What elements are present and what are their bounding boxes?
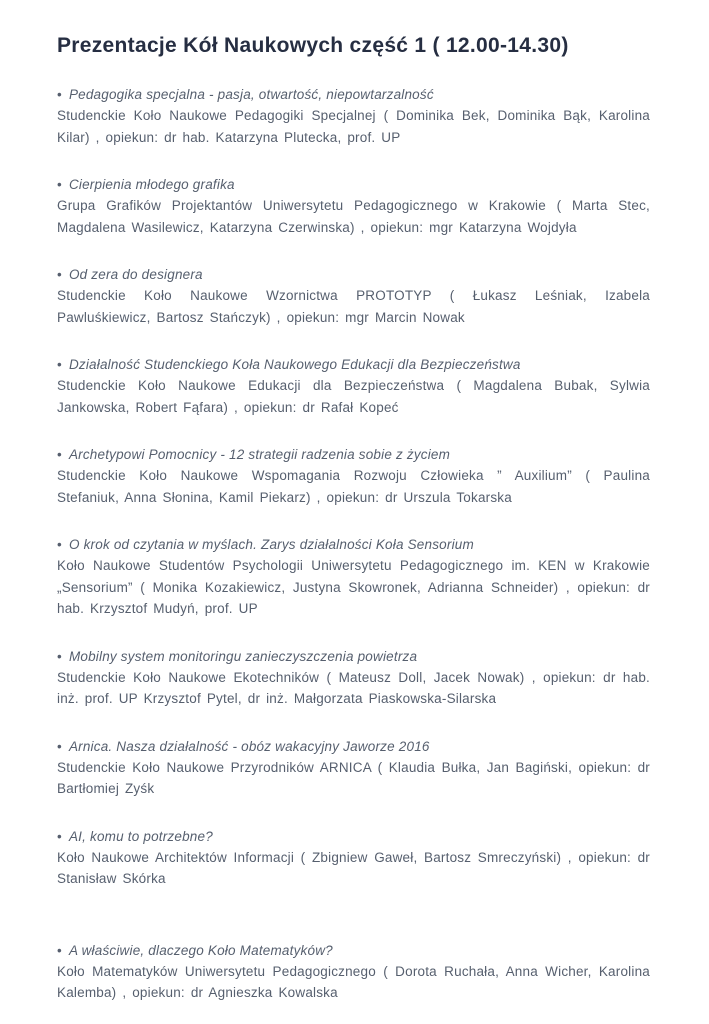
presentation-item <box>57 940 650 1004</box>
item-description: Koło Naukowe Studentów Psychologii Uniwersytetu Pedagogicznego im. KEN w Krakowie „Sensorium” ( Monika Kozakiewicz, Justyna Skowronek, Adrianna Schneider) , opiekun: dr hab. Krzysztof Mudyń, prof. UP <box>57 558 650 616</box>
item-title-text: Od zera do designera <box>68 267 203 282</box>
item-description: Studenckie Koło Naukowe Pedagogiki Specjalnej ( Dominika Bek, Dominika Bąk, Karolina Kilar) , opiekun: dr hab. Katarzyna Plutecka, prof. UP <box>57 108 650 145</box>
page-title: Prezentacje Kół Naukowych część 1 ( 12.00-14.30) <box>57 34 569 57</box>
item-description: Studenckie Koło Naukowe Wspomagania Rozwoju Człowieka ” Auxilium” ( Paulina Stefaniuk, Anna Słonina, Kamil Piekarz) , opiekun: dr Urszula Tokarska <box>57 468 650 505</box>
item-title-text: Pedagogika specjalna - pasja, otwartość, niepowtarzalność <box>68 87 434 102</box>
item-description: Grupa Grafików Projektantów Uniwersytetu Pedagogicznego w Krakowie ( Marta Stec, Magdalena Wasilewicz, Katarzyna Czerwinska) , opiekun: mgr Katarzyna Wojdyła <box>57 198 650 235</box>
item-title <box>57 940 650 961</box>
item-title-text: Archetypowi Pomocnicy - 12 strategii radzenia sobie z życiem <box>68 447 451 462</box>
presentation-item <box>57 264 650 328</box>
item-title-text: Mobilny system monitoringu zanieczyszczenia powietrza <box>68 648 418 664</box>
presentation-item <box>57 534 650 620</box>
bullet-icon: • <box>57 648 62 664</box>
item-description: Studenckie Koło Naukowe Przyrodników ARNICA ( Klaudia Bułka, Jan Bagiński, opiekun: dr Bartłomiej Zyśk <box>57 759 650 796</box>
presentation-item <box>57 646 650 710</box>
item-title-text: AI, komu to potrzebne? <box>68 828 213 844</box>
bullet-icon: • <box>57 537 62 552</box>
bullet-icon: • <box>57 177 62 192</box>
item-description: Studenckie Koło Naukowe Wzornictwa PROTOTYP ( Łukasz Leśniak, Izabela Pawluśkiewicz, Bartosz Stańczyk) , opiekun: mgr Marcin Nowak <box>57 288 650 325</box>
presentation-item <box>57 826 650 890</box>
item-description: Koło Naukowe Architektów Informacji ( Zbigniew Gaweł, Bartosz Smreczyński) , opiekun: dr Stanisław Skórka <box>57 849 650 886</box>
item-title-text: Działalność Studenckiego Koła Naukowego Edukacji dla Bezpieczeństwa <box>68 357 521 372</box>
presentation-item <box>57 736 650 800</box>
presentation-item <box>57 84 650 148</box>
item-title-text: O krok od czytania w myślach. Zarys działalności Koła Sensorium <box>68 537 474 552</box>
item-title-text: Arnica. Nasza działalność - obóz wakacyjny Jaworze 2016 <box>68 738 430 754</box>
item-description: Koło Matematyków Uniwersytetu Pedagogicznego ( Dorota Ruchała, Anna Wicher, Karolina Kalemba) , opiekun: dr Agnieszka Kowalska <box>57 963 650 1000</box>
item-title <box>57 444 650 465</box>
item-description: Studenckie Koło Naukowe Edukacji dla Bezpieczeństwa ( Magdalena Bubak, Sylwia Jankowska, Robert Fąfara) , opiekun: dr Rafał Kopeć <box>57 378 650 415</box>
item-title <box>57 84 650 105</box>
item-title <box>57 826 650 847</box>
bullet-icon: • <box>57 267 62 282</box>
bullet-icon: • <box>57 942 62 958</box>
item-title <box>57 264 650 285</box>
presentation-item <box>57 354 650 418</box>
presentation-item <box>57 174 650 238</box>
item-title <box>57 354 650 375</box>
item-title <box>57 174 650 195</box>
bullet-icon: • <box>57 87 62 102</box>
item-title-text: A właściwie, dlaczego Koło Matematyków? <box>68 942 333 958</box>
item-title-text: Cierpienia młodego grafika <box>68 177 235 192</box>
bullet-icon: • <box>57 828 62 844</box>
item-title <box>57 534 650 555</box>
item-description: Studenckie Koło Naukowe Ekotechników ( Mateusz Doll, Jacek Nowak) , opiekun: dr hab. inż. prof. UP Krzysztof Pytel, dr inż. Małgorzata Piaskowska-Silarska <box>57 669 650 706</box>
item-title <box>57 646 650 667</box>
bullet-icon: • <box>57 357 62 372</box>
item-title <box>57 736 650 757</box>
bullet-icon: • <box>57 447 62 462</box>
presentation-item <box>57 444 650 508</box>
bullet-icon: • <box>57 738 62 754</box>
